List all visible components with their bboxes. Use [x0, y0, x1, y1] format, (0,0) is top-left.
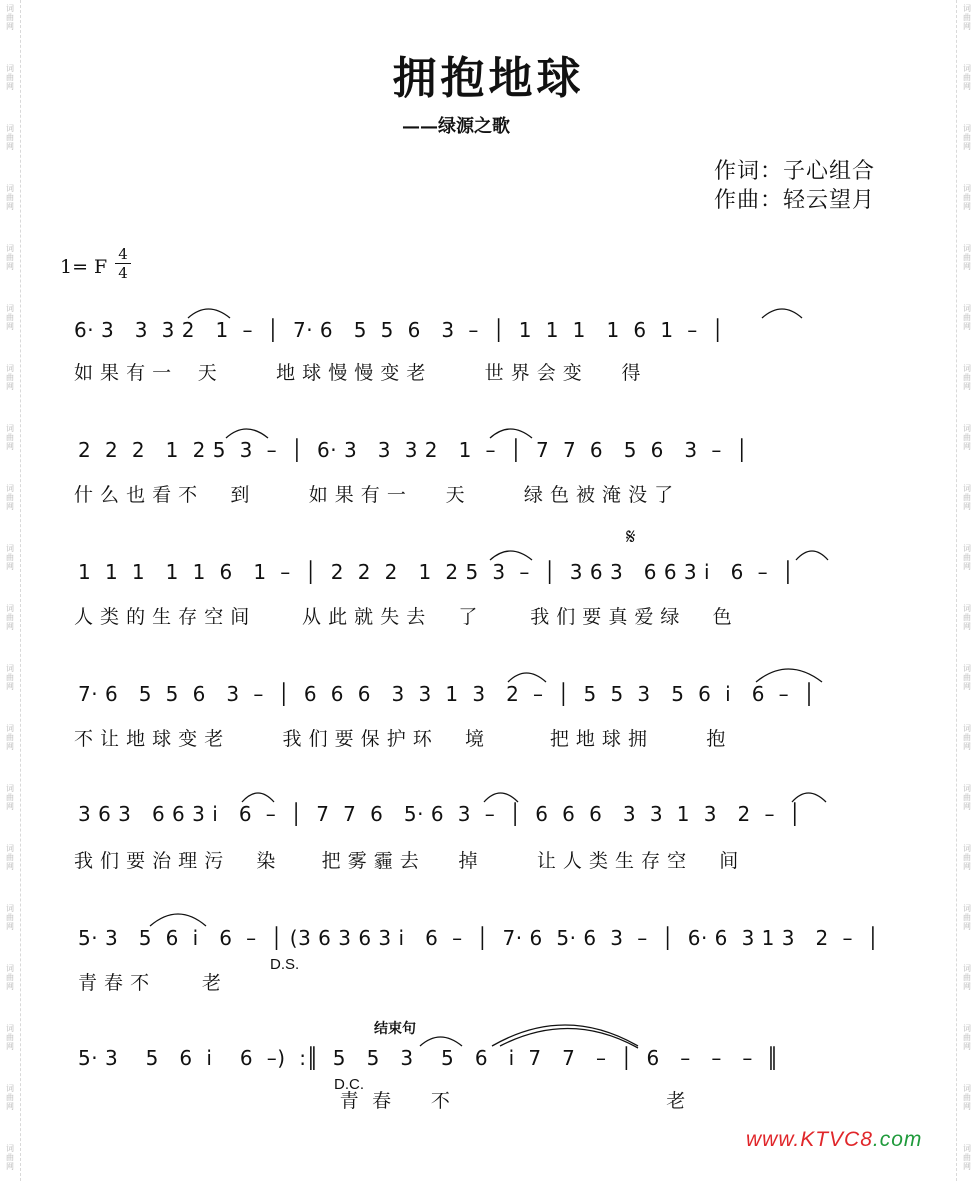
watermark-text: 词 曲 网: [6, 364, 14, 391]
slur-6: [796, 551, 828, 560]
watermark-text: 词 曲 网: [963, 304, 971, 331]
site-url-suffix: .com: [872, 1128, 923, 1151]
watermark-text: 词 曲 网: [963, 904, 971, 931]
watermark-text: 词 曲 网: [6, 784, 14, 811]
watermark-text: 词 曲 网: [963, 124, 971, 151]
slur-4: [490, 429, 532, 438]
notation-line-4: 7· 6 5 5 6 3 – │ 6 6 6 3 3 1 3 2 – │ 5 5 3 5 6 i 6 – │: [78, 682, 816, 706]
time-signature-top: 4: [118, 245, 128, 263]
lyric-line-1: 如 果 有 一 天 地 球 慢 慢 变 老 世 界 会 变 得: [74, 362, 642, 384]
lyric-line-6: 青 春 不 老: [78, 972, 222, 994]
composer-credit: 作曲：轻云望月: [714, 188, 876, 213]
watermark-text: 词 曲 网: [6, 244, 14, 271]
site-url[interactable]: [746, 1128, 922, 1152]
slur-2: [762, 309, 802, 318]
watermark-text: 词 曲 网: [6, 184, 14, 211]
slur-11: [792, 793, 826, 802]
watermark-text: 词 曲 网: [6, 4, 14, 31]
watermark-text: 词 曲 网: [6, 484, 14, 511]
key-signature: 1= F: [60, 256, 108, 278]
lyric-line-5: 我 们 要 治 理 污 染 把 雾 霾 去 掉 让 人 类 生 存 空 间: [74, 850, 739, 872]
watermark-text: 词 曲 网: [6, 64, 14, 91]
site-url-prefix: www.: [746, 1128, 801, 1151]
time-signature: [114, 246, 132, 281]
watermark-text: 词 曲 网: [6, 664, 14, 691]
lyric-line-3: 人 类 的 生 存 空 间 从 此 就 失 去 了 我 们 要 真 爱 绿 色: [74, 606, 733, 628]
time-signature-bottom: 4: [118, 264, 128, 282]
watermark-text: 词 曲 网: [6, 544, 14, 571]
watermark-text: 词 曲 网: [963, 604, 971, 631]
slur-12: [150, 914, 206, 926]
watermark-text: 词 曲 网: [963, 544, 971, 571]
watermark-text: 词 曲 网: [6, 124, 14, 151]
watermark-text: 词 曲 网: [6, 424, 14, 451]
lyric-line-2: 什 么 也 看 不 到 如 果 有 一 天 绿 色 被 淹 没 了: [74, 484, 674, 506]
lyric-line-4: 不 让 地 球 变 老 我 们 要 保 护 环 境 把 地 球 拥 抱: [74, 728, 726, 750]
slur-7: [508, 673, 546, 682]
watermark-text: 词 曲 网: [6, 1024, 14, 1051]
watermark-text: 词 曲 网: [6, 844, 14, 871]
watermark-text: 词 曲 网: [963, 724, 971, 751]
notation-line-3: 1 1 1 1 1 6 1 – │ 2 2 2 1 2 5 3 – │ 3 6 3 6 6 3 i 6 – │: [78, 560, 795, 584]
song-subtitle: ——绿源之歌: [402, 116, 510, 137]
watermark-text: 词 曲 网: [963, 244, 971, 271]
lyric-line-7: 青 春 不 老: [78, 1090, 686, 1112]
site-url-brand: KTVC8: [800, 1128, 873, 1151]
slur-14: [492, 1025, 638, 1046]
watermark-text: 词 曲 网: [6, 604, 14, 631]
watermark-text: 词 曲 网: [963, 184, 971, 211]
dal-segno-mark: D.S.: [270, 956, 300, 973]
watermark-text: 词 曲 网: [6, 904, 14, 931]
slur-10: [484, 793, 518, 802]
notation-line-7: 5· 3 5 6 i 6 –) :║ 5 5 3 5 6 i 7 7 – │ 6 – – – ║: [78, 1046, 780, 1070]
watermark-text: 词 曲 网: [963, 484, 971, 511]
watermark-text: 词 曲 网: [963, 4, 971, 31]
slur-5: [490, 551, 532, 560]
notation-line-2: 2 2 2 1 2 5 3 – │ 6· 3 3 3 2 1 – │ 7 7 6 5 6 3 – │: [78, 438, 749, 462]
notation-line-6: 5· 3 5 6 i 6 – │ (3 6 3 6 3 i 6 – │ 7· 6 5· 6 3 – │ 6· 6 3 1 3 2 – │: [78, 926, 880, 950]
slur-13: [420, 1037, 462, 1046]
watermark-text: 词 曲 网: [963, 64, 971, 91]
segno-sign: 𝄋: [626, 524, 636, 549]
watermark-text: 词 曲 网: [963, 1084, 971, 1111]
watermark-text: 词 曲 网: [963, 1024, 971, 1051]
song-title: 拥抱地球: [392, 53, 585, 104]
watermark-text: 词 曲 网: [6, 1084, 14, 1111]
watermark-text: 词 曲 网: [6, 304, 14, 331]
lyricist-credit: 作词：子心组合: [714, 159, 876, 184]
da-capo-mark: D.C.: [334, 1076, 364, 1093]
watermark-text: 词 曲 网: [963, 1144, 971, 1171]
notation-line-5: 3 6 3 6 6 3 i 6 – │ 7 7 6 5· 6 3 – │ 6 6 6 3 3 1 3 2 – │: [78, 802, 802, 826]
slur-8: [756, 669, 822, 682]
watermark-text: 词 曲 网: [963, 664, 971, 691]
watermark-text: 词 曲 网: [6, 724, 14, 751]
slur-9: [242, 793, 274, 802]
coda-label: 结束句: [374, 1020, 416, 1036]
watermark-text: 词 曲 网: [6, 1144, 14, 1171]
watermark-text: 词 曲 网: [963, 364, 971, 391]
notation-line-1: 6· 3 3 3 2 1 – │ 7· 6 5 5 6 3 – │ 1 1 1 1 6 1 – │: [74, 318, 725, 342]
left-watermark-strip: [0, 0, 21, 1181]
watermark-text: 词 曲 网: [963, 844, 971, 871]
watermark-text: 词 曲 网: [963, 424, 971, 451]
slur-1: [188, 309, 230, 318]
slur-3: [226, 429, 268, 438]
watermark-text: 词 曲 网: [963, 964, 971, 991]
watermark-text: 词 曲 网: [6, 964, 14, 991]
right-watermark-strip: [956, 0, 977, 1181]
watermark-text: 词 曲 网: [963, 784, 971, 811]
